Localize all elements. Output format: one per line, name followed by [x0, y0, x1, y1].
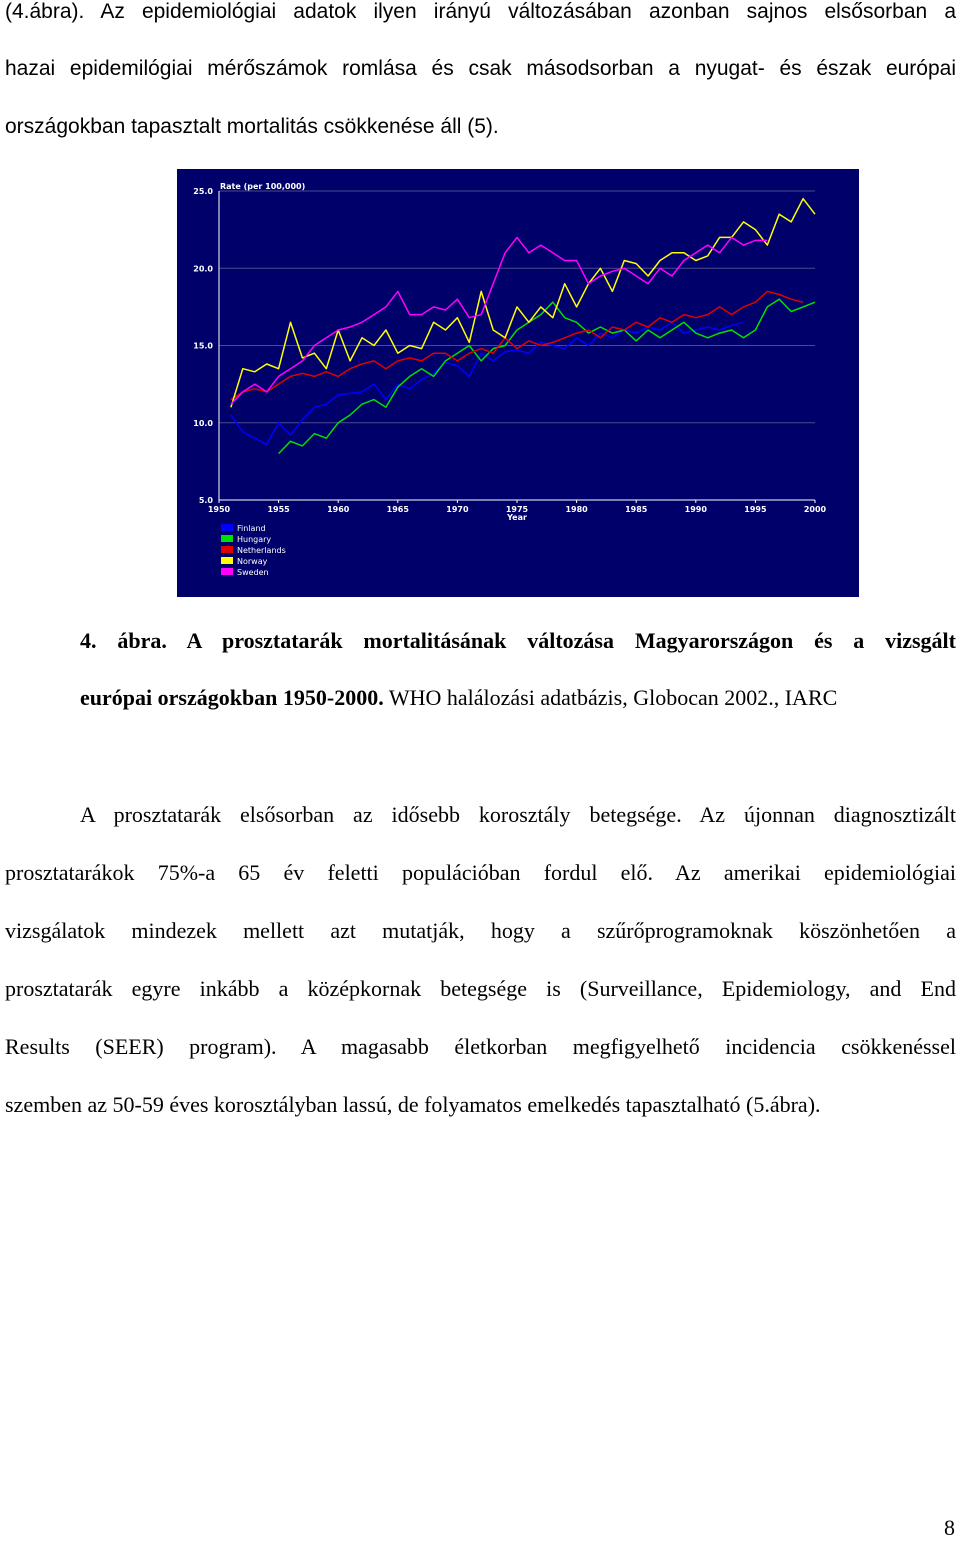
x-tick-label: 1960 [327, 505, 350, 514]
body-line-3: vizsgálatok mindezek mellett azt mutatják, hogy a szűrőprogramoknak köszönhetően a [5, 918, 956, 943]
intro-line-1: (4.ábra). Az epidemiológiai adatok ilyen irányú változásában azonban sajnos elsősorban a [5, 0, 956, 23]
x-tick-label: 1985 [625, 505, 648, 514]
body-line-1: A prosztatarák elsősorban az idősebb korosztály betegsége. Az újonnan diagnosztizált [80, 802, 956, 827]
y-tick-label: 20.0 [193, 264, 213, 274]
legend-label-norway: Norway [237, 557, 268, 566]
y-tick-label: 15.0 [193, 341, 213, 351]
legend-swatch-norway [221, 557, 233, 564]
body-line-4: prosztatarák egyre inkább a középkornak betegsége is (Surveillance, Epidemiology, and End [5, 976, 956, 1001]
x-tick-label: 1965 [386, 505, 409, 514]
body-line-5: Results (SEER) program). A magasabb életkorban megfigyelhető incidencia csökkenéssel [5, 1034, 956, 1059]
page-number: 8 [944, 1515, 955, 1540]
x-tick-label: 2000 [803, 505, 827, 514]
caption-source: WHO halálozási adatbázis, Globocan 2002., IARC [383, 685, 838, 710]
caption-line-1 [80, 628, 956, 654]
caption-title-end: európai országokban 1950-2000. [80, 685, 384, 710]
x-tick-label: 1990 [684, 505, 707, 514]
caption-line-2 [80, 685, 956, 711]
intro-line-2: hazai epidemilógiai mérőszámok romlása és csak másodsorban a nyugat- és észak európai [5, 57, 956, 80]
x-tick-label: 1955 [267, 505, 290, 514]
y-axis-title: Rate (per 100,000) [220, 182, 306, 191]
x-tick-label: 1995 [744, 505, 767, 514]
chart-svg [177, 169, 859, 597]
y-tick-label: 5.0 [198, 496, 213, 505]
intro-line-3: országokban tapasztalt mortalitás csökkenése áll (5). [5, 115, 499, 138]
legend-label-netherlands: Netherlands [237, 546, 286, 555]
legend-label-finland: Finland [237, 524, 266, 533]
x-tick-label: 1975 [505, 505, 529, 514]
y-tick-label: 10.0 [193, 418, 213, 428]
mortality-chart [177, 169, 859, 597]
y-tick-label: 25.0 [193, 187, 213, 196]
body-line-2: prosztatarákok 75%-a 65 év feletti populációban fordul elő. Az amerikai epidemiológiai [5, 860, 956, 885]
legend-label-hungary: Hungary [237, 535, 272, 544]
caption-title: 4. ábra. A prosztatarák mortalitásának változása Magyarországon és a vizsgált [80, 628, 956, 653]
legend-swatch-sweden [221, 568, 233, 575]
x-axis-title: Year [507, 513, 527, 522]
legend-swatch-hungary [221, 535, 233, 542]
x-tick-label: 1970 [446, 505, 469, 514]
x-tick-label: 1950 [207, 505, 231, 514]
legend-swatch-netherlands [221, 546, 233, 553]
body-line-6: szemben az 50-59 éves korosztályban lassú, de folyamatos emelkedés tapasztalható (5.ábra). [5, 1092, 821, 1117]
x-tick-label: 1980 [565, 505, 588, 514]
legend-label-sweden: Sweden [237, 568, 269, 577]
legend-swatch-finland [221, 524, 233, 531]
